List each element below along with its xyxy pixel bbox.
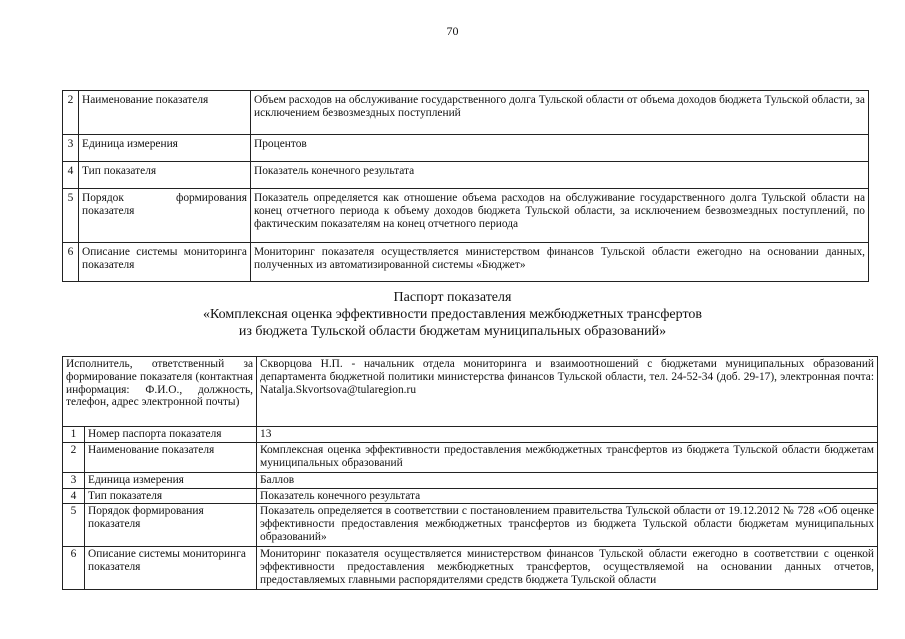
row-number: 3	[63, 472, 85, 488]
row-value: Мониторинг показателя осуществляется министерством финансов Тульской области ежегодно в соответствии с оценкой эффективности предоставления межбюджетных трансфертов, осуществляемой на основании данных отчетов, предоставляемых главными распорядителями средств бюджета Тульской области	[257, 547, 878, 590]
executor-value: Скворцова Н.П. - начальник отдела мониторинга и взаимоотношений с бюджетами муниципальных образований департамента бюджетной политики министерства финансов Тульской области, тел. 24-52-34 (доб. 29-17), электронная почта: Natalja.Skvortsova@tularegion.ru	[257, 357, 878, 427]
table-row	[63, 91, 869, 135]
executor-row	[63, 357, 878, 427]
indicator-table-continued	[62, 90, 869, 282]
row-value: Процентов	[251, 135, 869, 162]
row-label: Порядок формирования показателя	[85, 504, 257, 547]
row-value: Показатель определяется в соответствии с постановлением правительства Тульской области от 19.12.2012 № 728 «Об оценке эффективности предоставления межбюджетных трансфертов из бюджета Тульской области бюджетам муниципальных образований»	[257, 504, 878, 547]
table-row	[63, 135, 869, 162]
row-label: Единица измерения	[85, 472, 257, 488]
row-label: Описание системы мониторинга показателя	[79, 243, 251, 282]
table-row	[63, 488, 878, 504]
row-number: 6	[63, 243, 79, 282]
row-number: 5	[63, 504, 85, 547]
row-number: 2	[63, 442, 85, 472]
table-row	[63, 472, 878, 488]
indicator-passport-table	[62, 356, 878, 590]
table-row	[63, 547, 878, 590]
row-value: Показатель конечного результата	[257, 488, 878, 504]
row-label: Наименование показателя	[79, 91, 251, 135]
row-value: Показатель конечного результата	[251, 162, 869, 189]
row-number: 2	[63, 91, 79, 135]
table-row	[63, 504, 878, 547]
row-number: 6	[63, 547, 85, 590]
row-value: Баллов	[257, 472, 878, 488]
passport-title-line-2: из бюджета Тульской области бюджетам муниципальных образований»	[238, 324, 667, 339]
row-label: Порядок формирования показателя	[79, 189, 251, 243]
row-label: Единица измерения	[79, 135, 251, 162]
executor-label: Исполнитель, ответственный за формирование показателя (контактная информация: Ф.И.О., должность, телефон, адрес электронной почты)	[63, 357, 257, 427]
row-value: Объем расходов на обслуживание государственного долга Тульской области от объема доходов бюджета Тульской области, за исключением безвозмездных поступлений	[251, 91, 869, 135]
table-row	[63, 427, 878, 443]
row-number: 4	[63, 488, 85, 504]
passport-title	[0, 289, 905, 340]
row-number: 4	[63, 162, 79, 189]
row-label: Тип показателя	[79, 162, 251, 189]
row-number: 1	[63, 427, 85, 443]
row-label: Тип показателя	[85, 488, 257, 504]
passport-heading: Паспорт показателя	[393, 290, 512, 305]
passport-title-line-1: «Комплексная оценка эффективности предоставления межбюджетных трансфертов	[202, 307, 702, 322]
row-number: 5	[63, 189, 79, 243]
table-row	[63, 162, 869, 189]
table-row	[63, 243, 869, 282]
table-row	[63, 442, 878, 472]
row-label: Описание системы мониторинга показателя	[85, 547, 257, 590]
row-number: 3	[63, 135, 79, 162]
row-label: Наименование показателя	[85, 442, 257, 472]
row-label: Номер паспорта показателя	[85, 427, 257, 443]
page-number: 70	[446, 24, 459, 38]
row-value: Комплексная оценка эффективности предоставления межбюджетных трансфертов из бюджета Тульской области бюджетам муниципальных образований	[257, 442, 878, 472]
row-value: 13	[257, 427, 878, 443]
row-value: Мониторинг показателя осуществляется министерством финансов Тульской области ежегодно на основании данных, полученных из автоматизированной системы «Бюджет»	[251, 243, 869, 282]
row-value: Показатель определяется как отношение объема расходов на обслуживание государственного долга Тульской области на конец отчетного периода к объему доходов бюджета Тульской области, за исключением безвозмездных поступлений, по фактическим показателям на конец отчетного периода	[251, 189, 869, 243]
table-row	[63, 189, 869, 243]
